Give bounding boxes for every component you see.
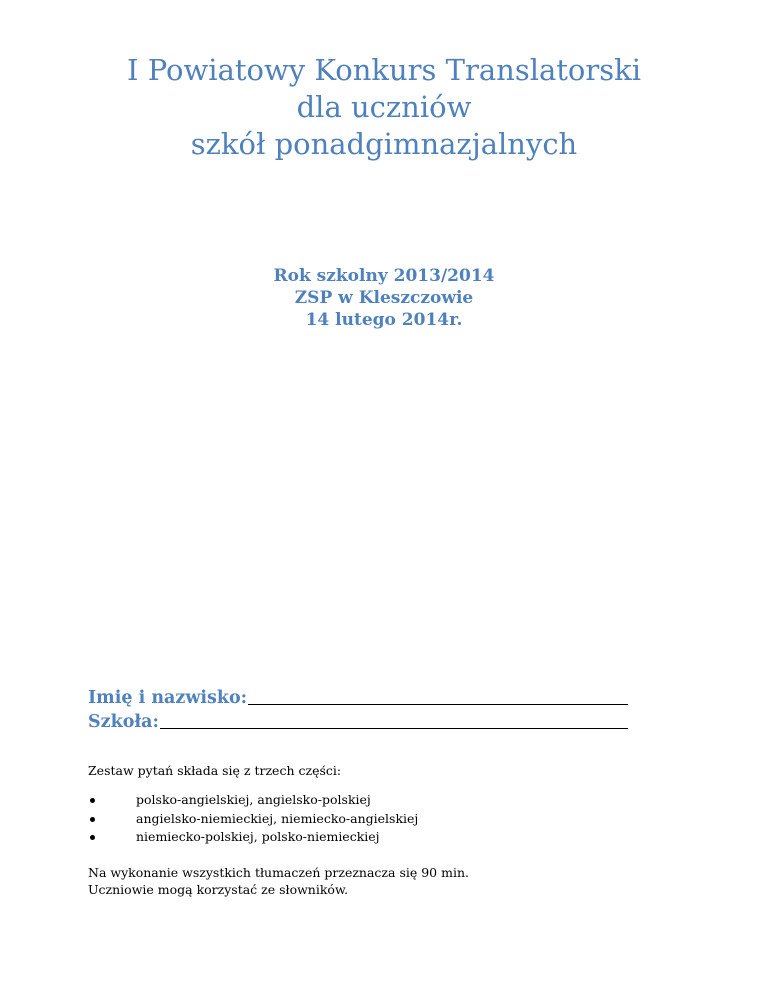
school-field-line[interactable] [160, 728, 628, 729]
list-item [88, 828, 418, 847]
bullet-icon [90, 835, 95, 840]
dictionary-note: Uczniowie mogą korzystać ze słowników. [88, 882, 349, 897]
contest-info [0, 265, 768, 331]
list-item [88, 810, 418, 829]
part-label: polsko-angielskiej, angielsko-polskiej [136, 792, 371, 807]
contest-date: 14 lutego 2014r. [305, 310, 463, 330]
participant-fields [88, 686, 628, 734]
instructions-notes [88, 864, 688, 898]
name-field-label: Imię i nazwisko: [88, 688, 248, 708]
title-line-1: I Powiatowy Konkurs Translatorski [127, 53, 641, 87]
school-year: Rok szkolny 2013/2014 [273, 266, 495, 286]
bullet-icon [90, 798, 95, 803]
part-label: niemiecko-polskiej, polsko-niemieckiej [136, 829, 380, 844]
school-name: ZSP w Kleszczowie [294, 288, 474, 308]
instructions-intro: Zestaw pytań składa się z trzech części: [88, 763, 342, 778]
title-line-3: szkół ponadgimnazjalnych [190, 127, 578, 161]
part-label: angielsko-niemieckiej, niemiecko-angielskiej [136, 810, 419, 826]
parts-list [88, 791, 418, 847]
name-field-row [88, 686, 628, 710]
time-note: Na wykonanie wszystkich tłumaczeń przeznacza się 90 min. [88, 865, 469, 880]
name-field-line[interactable] [248, 704, 628, 705]
school-field-row [88, 710, 628, 734]
school-field-label: Szkoła: [88, 712, 159, 732]
list-item [88, 791, 418, 810]
bullet-icon [90, 817, 95, 822]
document-title [0, 52, 768, 163]
title-line-2: dla uczniów [296, 90, 472, 124]
